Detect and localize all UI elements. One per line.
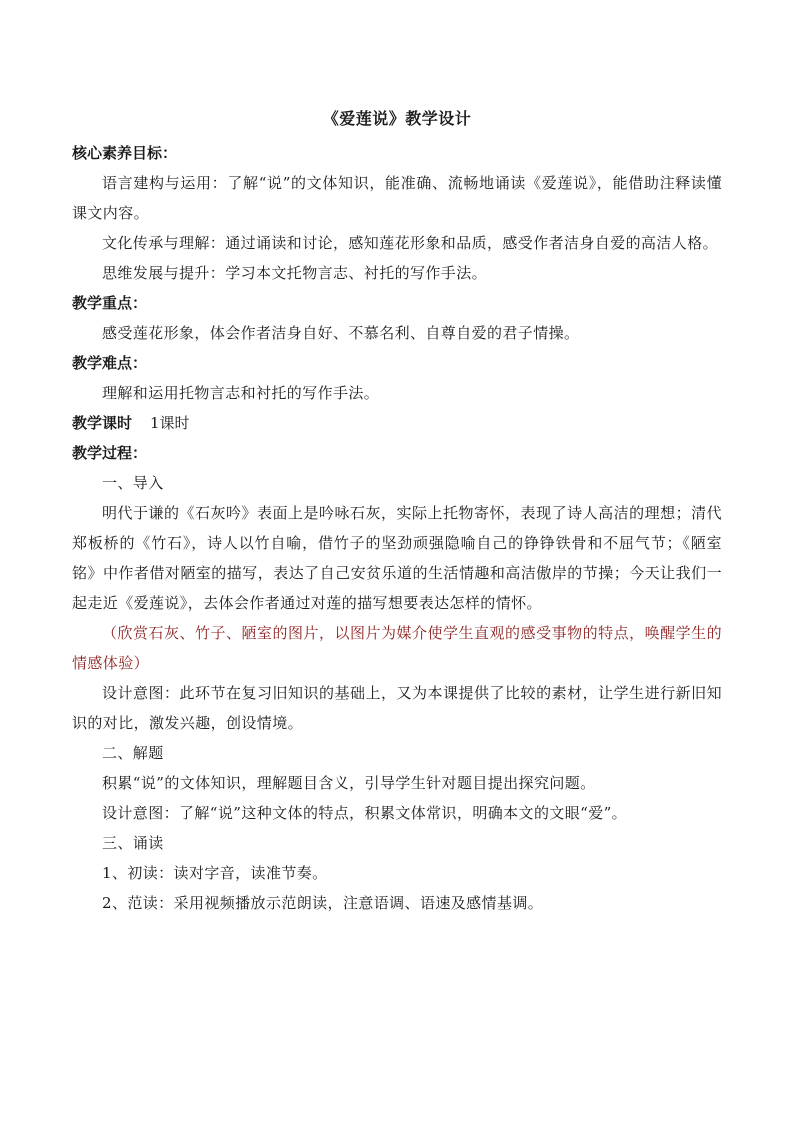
section-title-topic: 二、解题 [102, 744, 164, 762]
key-points-heading: 教学重点： [72, 294, 148, 312]
topic-design-intent: 设计意图：了解“说”这种文体的特点，积累文体常识，明确本文的文眼“爱”。 [102, 804, 628, 822]
document-title: 《爱莲说》教学设计 [322, 109, 472, 128]
class-hours-row [72, 408, 722, 438]
intro-paragraph: 明代于谦的《石灰吟》表面上是吟咏石灰，实际上托物寄怀，表现了诗人高洁的理想；清代郑板桥的《竹石》，诗人以竹自喻，借竹子的坚劲顽强隐喻自己的铮铮铁骨和不屈气节；《陋室铭》中作者借对陋室的描写，表达了自己安贫乐道的生活情趣和高洁傲岸的节操；今天让我们一起走近《爱莲说》，去体会作者通过对莲的描写想要表达怎样的情怀。 [72, 504, 722, 612]
core-goal-thinking: 思维发展与提升：学习本文托物言志、衬托的写作手法。 [102, 264, 488, 282]
section-title-reading: 三、诵读 [102, 834, 164, 852]
class-hours-value: 1课时 [150, 414, 190, 432]
class-hours-label: 教学课时 [72, 414, 133, 432]
section-title-intro: 一、导入 [102, 474, 164, 492]
reading-step-first: 1、初读：读对字音，读准节奏。 [102, 864, 328, 882]
process-heading: 教学过程： [72, 444, 148, 462]
reading-step-model: 2、范读：采用视频播放示范朗读，注意语调、语速及感情基调。 [102, 894, 544, 912]
intro-activity-note: （欣赏石灰、竹子、陋室的图片，以图片为媒介使学生直观的感受事物的特点，唤醒学生的情感体验） [72, 624, 722, 672]
core-goal-culture: 文化传承与理解：通过诵读和讨论，感知莲花形象和品质，感受作者洁身自爱的高洁人格。 [102, 234, 719, 252]
difficulties-text: 理解和运用托物言志和衬托的写作手法。 [102, 384, 380, 402]
intro-design-intent: 设计意图：此环节在复习旧知识的基础上，又为本课提供了比较的素材，让学生进行新旧知识的对比，激发兴趣，创设情境。 [72, 684, 722, 732]
key-points-text: 感受莲花形象，体会作者洁身自好、不慕名利、自尊自爱的君子情操。 [102, 324, 580, 342]
difficulties-heading: 教学难点： [72, 354, 148, 372]
core-goal-language: 语言建构与运用：了解“说”的文体知识，能准确、流畅地诵读《爱莲说》，能借助注释读懂课文内容。 [72, 174, 722, 222]
topic-paragraph: 积累“说”的文体知识，理解题目含义，引导学生针对题目提出探究问题。 [102, 774, 596, 792]
document-content [72, 104, 722, 918]
core-goals-heading: 核心素养目标： [72, 144, 178, 162]
